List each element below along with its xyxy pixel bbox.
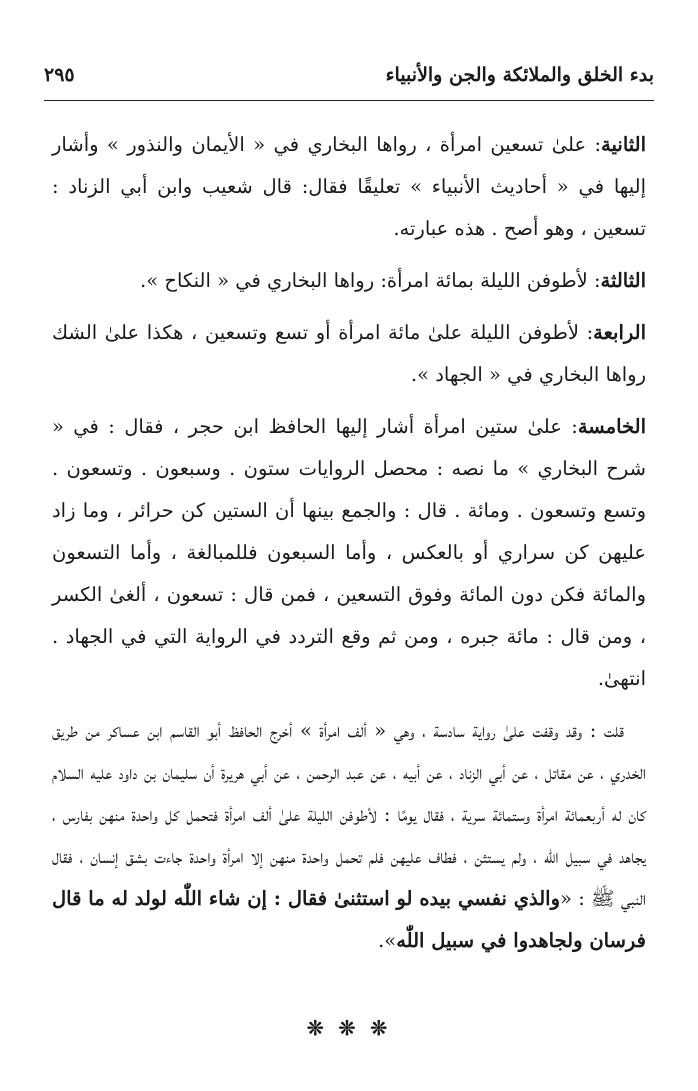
paragraph-label: الثانية [601, 133, 646, 156]
paragraph-third [52, 260, 646, 302]
paragraph-text: قلت : وقد وقفت علىٰ رواية سادسة ، وهي « ألف امرأة » أخرج الحافظ أبو القاسم ابن عساكر من طريق الخدري ، عن مقاتل ، عن أبي الزناد ، عن أبيه ، عن عبد الرحمن ، عن أبي هريرة أن سليمان بن داود عليه السلام كان له أربعمائة امرأة وستمائة سرية ، فقال يومًا : لأطوفن الليلة علىٰ ألف امرأة فتحمل كل واحدة منهن بفارس ، يجاهد في سبيل اللّٰه ، ولم يستثن ، فطاف عليهن فلم تحمل واحدة منهن إلا امرأة واحدة جاءت بشق إنسان ، فقال النبي ﷺ : « [52, 719, 646, 910]
running-title: بدء الخلق والملائكة والجن والأنبياء [385, 64, 654, 86]
paragraph-closing: ». [378, 929, 397, 952]
body-text [52, 124, 646, 972]
header-divider [44, 100, 654, 101]
paragraph-text: : لأطوفن الليلة علىٰ مائة امرأة أو تسع وتسعين ، هكذا علىٰ الشك رواها البخاري في « الجهاد ». [52, 321, 646, 386]
paragraph-text: : لأطوفن الليلة بمائة امرأة: رواها البخاري في « النكاح ». [140, 269, 601, 292]
paragraph-fourth [52, 312, 646, 396]
paragraph-label: الثالثة [600, 269, 646, 292]
paragraph-second [52, 124, 646, 250]
page-header [44, 60, 654, 94]
section-separator: ❊ ❊ ❊ [306, 1016, 392, 1040]
hadith-quote: والذي نفسي بيده لو استثنىٰ فقال : إن شاء اللّٰه لولد له ما قال فرسان ولجاهدوا في سبيل اللّٰه [52, 887, 646, 952]
paragraph-label: الخامسة [577, 415, 646, 438]
paragraph-label: الرابعة [593, 321, 646, 344]
page-number: ٢٩٥ [44, 64, 75, 86]
paragraph-fifth [52, 406, 646, 700]
paragraph-sixth-narration [52, 710, 646, 962]
paragraph-text: : علىٰ تسعين امرأة ، رواها البخاري في « الأيمان والنذور » وأشار إليها في « أحاديث الأنبياء » تعليقًا فقال: قال شعيب وابن أبي الزناد : تسعين ، وهو أصح . هذه عبارته. [52, 133, 646, 240]
paragraph-text: : علىٰ ستين امرأة أشار إليها الحافظ ابن حجر ، فقال : في « شرح البخاري » ما نصه : محصل الروايات ستون . وسبعون . وتسعون . وتسع وتسعون . ومائة . قال : والجمع بينها أن الستين كن حرائر ، وما زاد عليهن كن سراري أو بالعكس ، وأما السبعون فللمبالغة ، وأما التسعون والمائة فكن دون المائة وفوق التسعين ، فمن قال : تسعون ، ألغىٰ الكسر ، ومن قال : مائة جبره ، ومن ثم وقع التردد في الرواية التي في الجهاد . انتهىٰ. [52, 415, 646, 690]
